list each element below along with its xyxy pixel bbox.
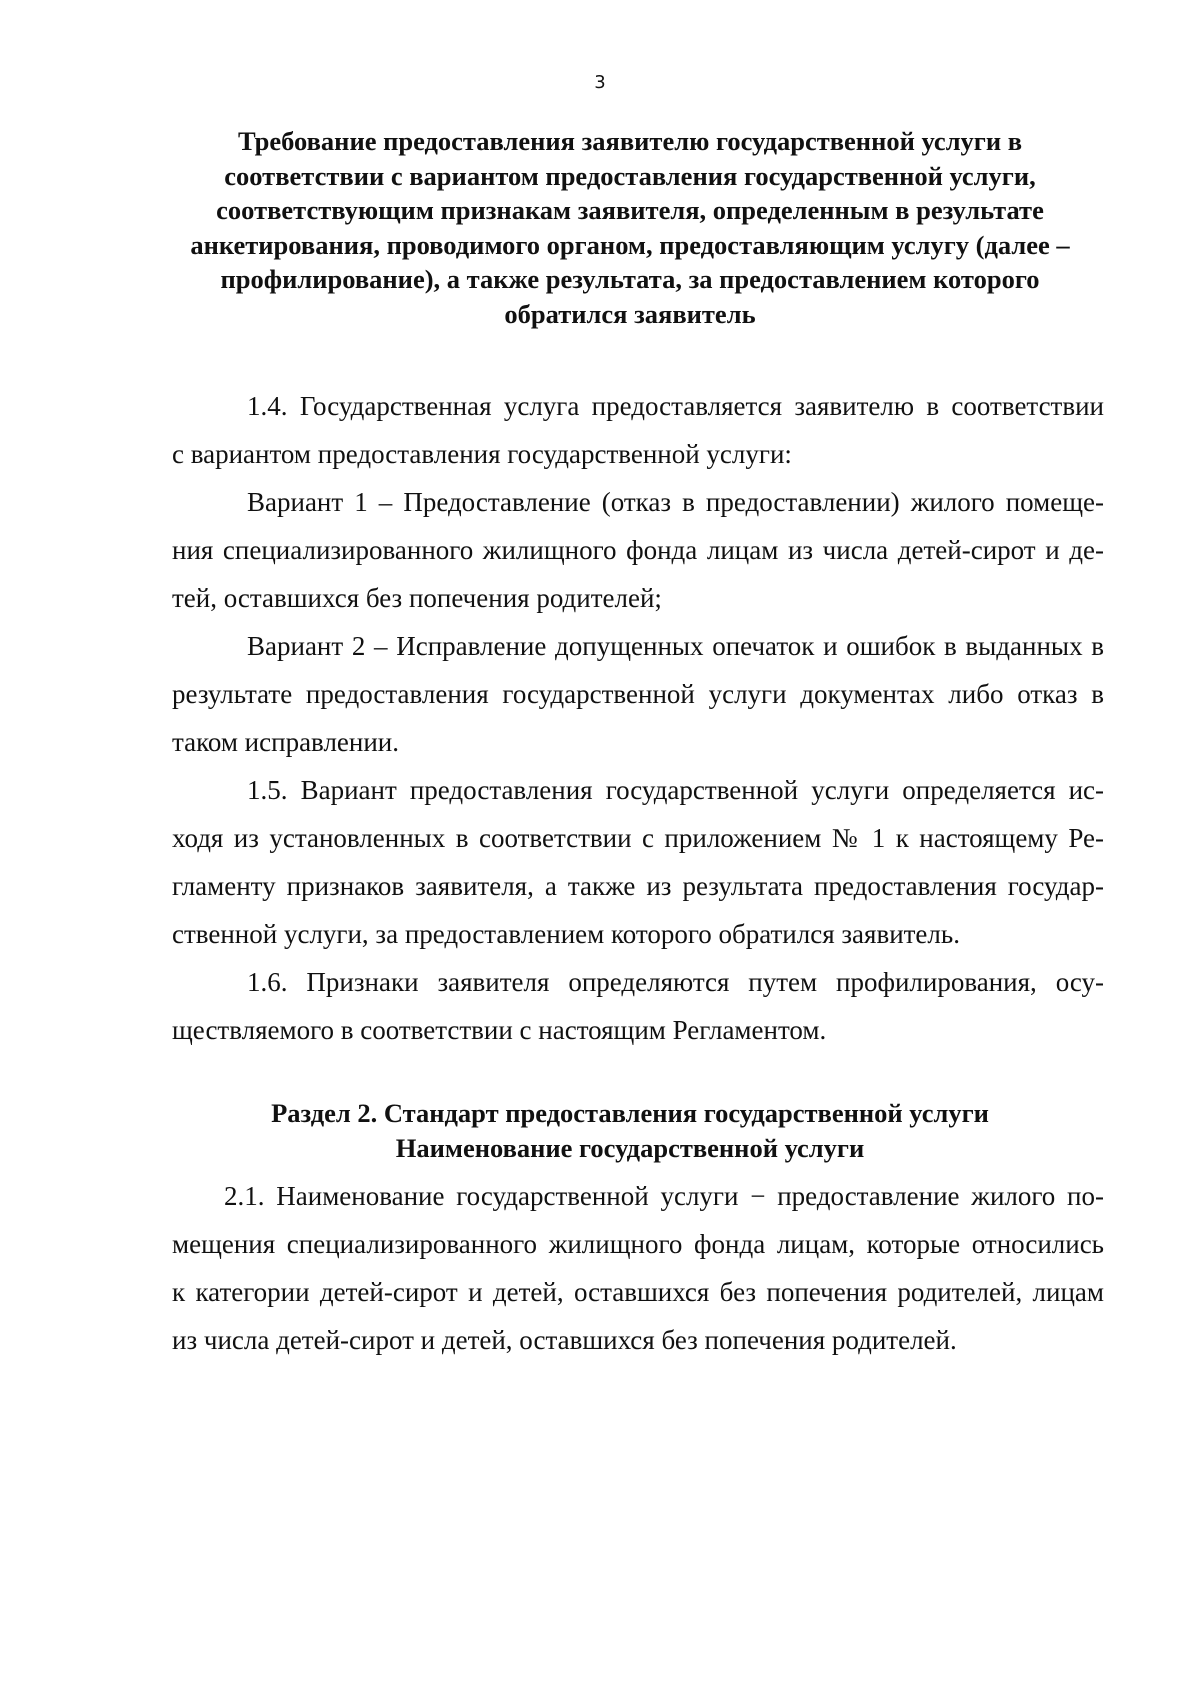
heading-line: Наименование государственной услуги	[395, 1132, 865, 1163]
heading-line: соответствующим признакам заявителя, определенным в результате	[216, 195, 1044, 225]
heading-line: Требование предоставления заявителю государственной услуги в	[237, 126, 1023, 156]
paragraph-line: 1.5. Вариант предоставления государственной услуги определяется ис-	[247, 775, 1104, 805]
paragraph-variant-1	[172, 478, 1104, 622]
paragraph-line: ния специализированного жилищного фонда лицам из числа детей-сирот и де-	[172, 535, 1104, 565]
paragraph-line: Вариант 1 – Предоставление (отказ в предоставлении) жилого помеще-	[247, 487, 1104, 517]
heading-line: профилирование), а также результата, за предоставлением которого	[220, 264, 1040, 294]
paragraph-line: ходя из установленных в соответствии с приложением № 1 к настоящему Ре-	[172, 823, 1104, 853]
paragraph-2-1	[172, 1172, 1104, 1364]
heading-line: Раздел 2. Стандарт предоставления государственной услуги	[271, 1098, 989, 1128]
paragraph-1-4	[172, 382, 1104, 478]
paragraph-line: результате предоставления государственной услуги документах либо отказ в	[172, 679, 1104, 709]
paragraph-line: мещения специализированного жилищного фонда лицам, которые относились	[172, 1229, 1104, 1259]
paragraph-line: с вариантом предоставления государственной услуги:	[172, 439, 792, 469]
paragraph-variant-2	[172, 622, 1104, 766]
paragraph-line: 1.6. Признаки заявителя определяются путем профилирования, осу-	[247, 967, 1104, 997]
page-number: 3	[594, 72, 606, 93]
paragraph-line: 1.4. Государственная услуга предоставляется заявителю в соответствии	[247, 391, 1104, 421]
paragraph-1-6	[172, 958, 1104, 1054]
section-heading-standard	[160, 1096, 1100, 1165]
paragraph-line: из числа детей-сирот и детей, оставшихся без попечения родителей.	[172, 1325, 957, 1355]
paragraph-line: ственной услуги, за предоставлением которого обратился заявитель.	[172, 919, 960, 949]
paragraph-line: гламенту признаков заявителя, а также из результата предоставления государ-	[172, 871, 1104, 901]
paragraph-1-5	[172, 766, 1104, 958]
paragraph-line: тей, оставшихся без попечения родителей;	[172, 583, 662, 613]
paragraph-line: 2.1. Наименование государственной услуги − предоставление жилого по-	[224, 1181, 1104, 1211]
heading-line: обратился заявитель	[504, 298, 756, 329]
paragraph-line: Вариант 2 – Исправление допущенных опечаток и ошибок в выданных в	[247, 631, 1104, 661]
paragraph-line: таком исправлении.	[172, 727, 399, 757]
heading-line: соответствии с вариантом предоставления государственной услуги,	[224, 160, 1036, 191]
section-heading-requirement	[160, 124, 1100, 331]
paragraph-line: ществляемого в соответствии с настоящим Регламентом.	[172, 1015, 827, 1045]
paragraph-line: к категории детей-сирот и детей, оставшихся без попечения родителей, лицам	[172, 1277, 1104, 1307]
heading-line: анкетирования, проводимого органом, предоставляющим услугу (далее –	[190, 229, 1070, 260]
